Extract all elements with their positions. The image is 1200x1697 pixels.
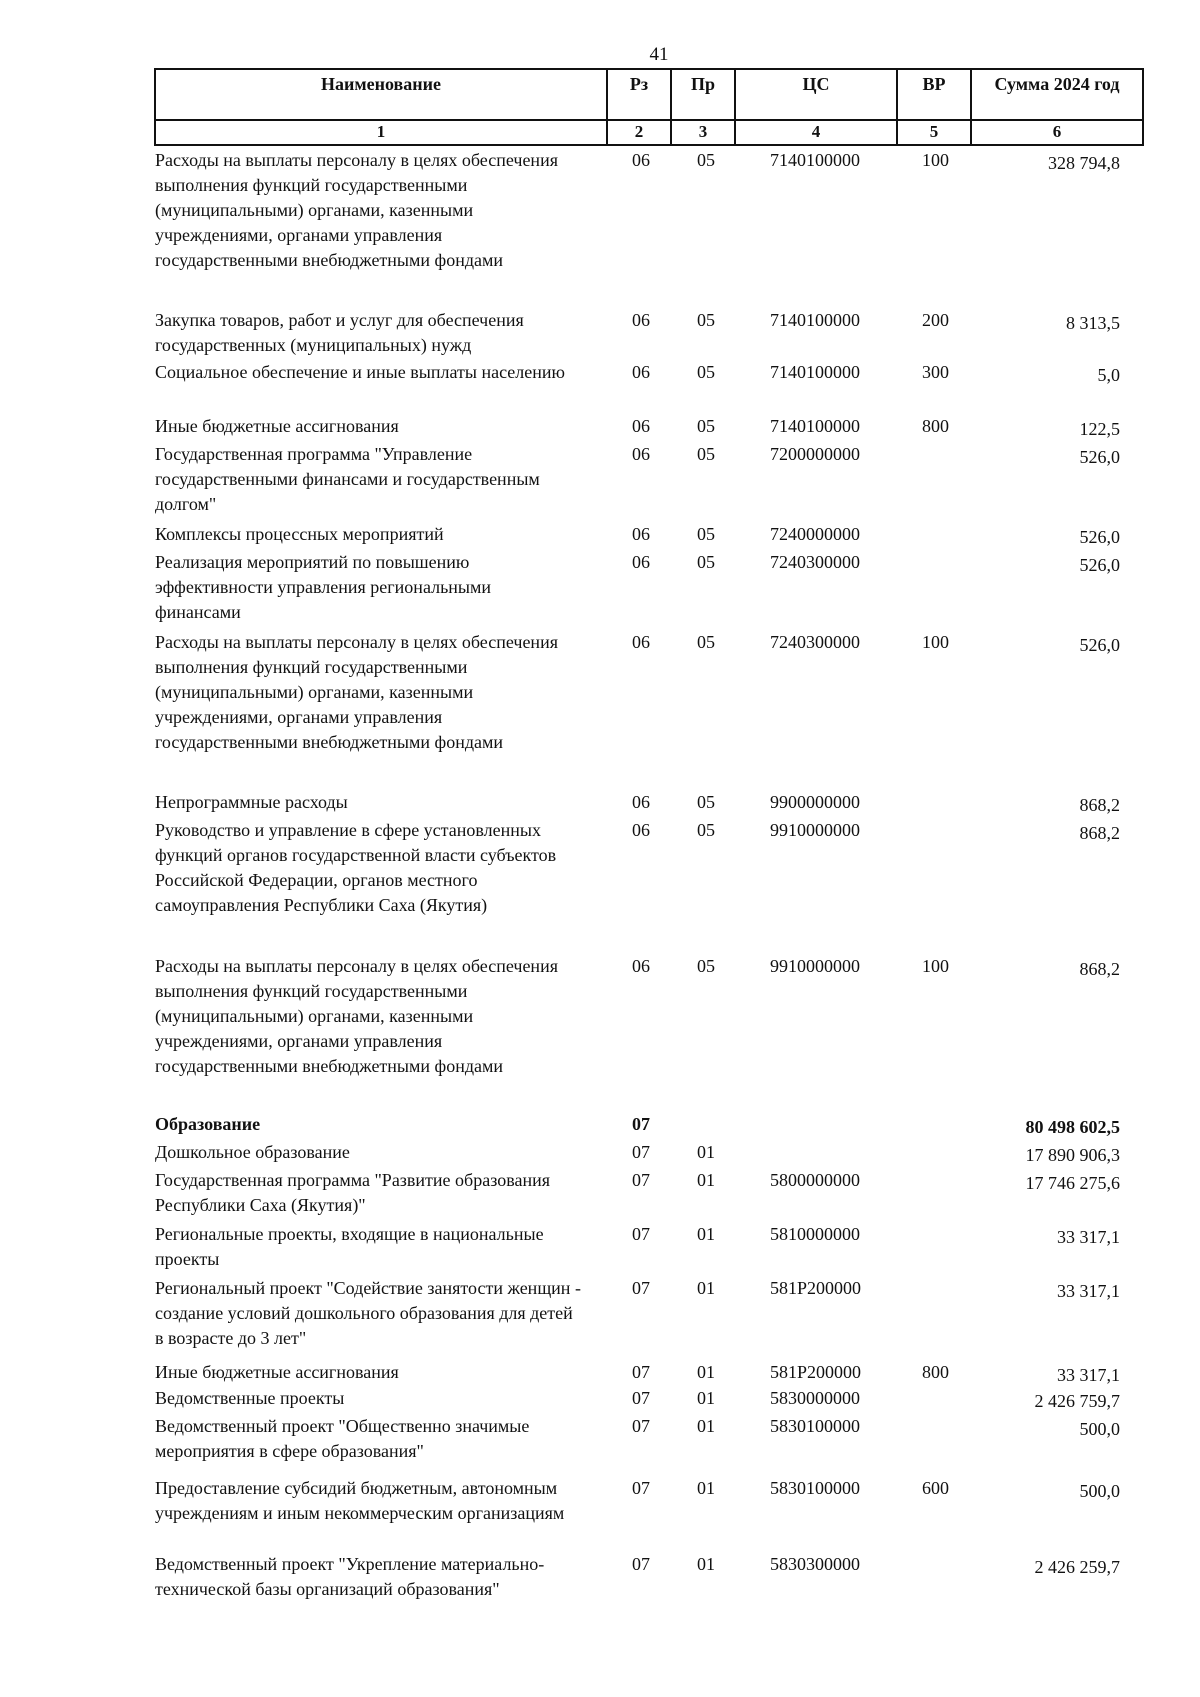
row-cs: 9910000000 xyxy=(770,956,860,976)
row-sum: 526,0 xyxy=(1079,635,1120,655)
row-name: Региональные проекты, входящие в национальные проекты xyxy=(155,1224,544,1269)
row-rz: 06 xyxy=(632,552,650,572)
row-pr: 05 xyxy=(697,632,715,652)
row-rz: 07 xyxy=(632,1142,650,1162)
row-cs: 9910000000 xyxy=(770,820,860,840)
row-cs: 7240000000 xyxy=(770,524,860,544)
row-name: Дошкольное образование xyxy=(155,1142,350,1162)
header-number-6: 6 xyxy=(1052,122,1062,141)
row-rz: 06 xyxy=(632,632,650,652)
row-pr: 05 xyxy=(697,310,715,330)
row-vr: 800 xyxy=(922,1362,949,1382)
row-vr: 600 xyxy=(922,1478,949,1498)
header-number-5: 5 xyxy=(929,122,939,141)
row-sum: 17 890 906,3 xyxy=(1025,1145,1120,1165)
header-number-2: 2 xyxy=(634,122,644,141)
row-cs: 581P200000 xyxy=(770,1362,862,1382)
row-pr: 01 xyxy=(697,1278,715,1298)
row-pr: 01 xyxy=(697,1170,715,1190)
row-rz: 06 xyxy=(632,310,650,330)
page-number: 41 xyxy=(649,44,669,65)
row-sum: 328 794,8 xyxy=(1048,153,1120,173)
row-rz: 07 xyxy=(632,1278,650,1298)
row-sum: 8 313,5 xyxy=(1066,313,1120,333)
header-label-cs: ЦС xyxy=(802,74,830,94)
row-rz: 07 xyxy=(632,1388,650,1408)
row-pr: 01 xyxy=(697,1142,715,1162)
row-rz: 06 xyxy=(632,150,650,170)
row-cs: 7200000000 xyxy=(770,444,860,464)
row-name: Расходы на выплаты персоналу в целях обеспечения выполнения функций государственными (муниципальными) органами, казенными учреждениями, органами управления государственными внебюджетными фондами xyxy=(155,956,558,1076)
row-name: Предоставление субсидий бюджетным, автономным учреждениям и иным некоммерческим организациям xyxy=(155,1478,565,1523)
row-pr: 01 xyxy=(697,1224,715,1244)
row-pr: 01 xyxy=(697,1388,715,1408)
row-pr: 05 xyxy=(697,150,715,170)
row-name: Руководство и управление в сфере установленных функций органов государственной власти субъектов Российской Федерации, органов местного самоуправления Республики Саха (Якутия) xyxy=(155,820,557,915)
row-sum: 5,0 xyxy=(1097,365,1120,385)
row-pr: 05 xyxy=(697,956,715,976)
row-rz: 07 xyxy=(632,1170,650,1190)
row-name: Расходы на выплаты персоналу в целях обеспечения выполнения функций государственными (муниципальными) органами, казенными учреждениями, органами управления государственными внебюджетными фондами xyxy=(155,150,558,270)
row-rz: 06 xyxy=(632,362,650,382)
row-name: Комплексы процессных мероприятий xyxy=(155,524,444,544)
row-cs: 7140100000 xyxy=(770,362,860,382)
row-cs: 581P200000 xyxy=(770,1278,862,1298)
row-pr: 05 xyxy=(697,792,715,812)
header-number-3: 3 xyxy=(698,122,708,141)
row-vr: 300 xyxy=(922,362,949,382)
row-sum: 526,0 xyxy=(1079,555,1120,575)
row-rz: 06 xyxy=(632,792,650,812)
header-label-sum: Сумма 2024 год xyxy=(994,74,1120,94)
row-name: Ведомственный проект "Общественно значимые мероприятия в сфере образования" xyxy=(155,1416,530,1461)
row-sum: 33 317,1 xyxy=(1057,1227,1120,1247)
row-rz: 07 xyxy=(632,1554,650,1574)
row-sum: 500,0 xyxy=(1079,1481,1120,1501)
row-rz: 07 xyxy=(632,1224,650,1244)
row-vr: 800 xyxy=(922,416,949,436)
row-name: Государственная программа "Развитие образования Республики Саха (Якутия)" xyxy=(155,1170,550,1215)
row-name: Непрограммные расходы xyxy=(155,792,348,812)
row-pr: 01 xyxy=(697,1362,715,1382)
header-label-rz: Рз xyxy=(629,74,649,94)
row-cs: 5830100000 xyxy=(770,1478,860,1498)
row-pr: 01 xyxy=(697,1478,715,1498)
row-rz: 06 xyxy=(632,416,650,436)
row-pr: 05 xyxy=(697,416,715,436)
row-cs: 9900000000 xyxy=(770,792,860,812)
row-rz: 07 xyxy=(632,1478,650,1498)
header-number-4: 4 xyxy=(811,122,821,141)
row-sum: 33 317,1 xyxy=(1057,1365,1120,1385)
row-pr: 05 xyxy=(697,444,715,464)
row-rz: 06 xyxy=(632,820,650,840)
row-sum: 868,2 xyxy=(1079,959,1120,979)
row-cs: 5830000000 xyxy=(770,1388,860,1408)
row-rz: 07 xyxy=(632,1416,650,1436)
header-label-vr: ВР xyxy=(922,74,946,94)
row-sum: 17 746 275,6 xyxy=(1025,1173,1120,1193)
row-cs: 5830300000 xyxy=(770,1554,860,1574)
row-cs: 7140100000 xyxy=(770,416,860,436)
row-pr: 05 xyxy=(697,524,715,544)
row-name: Региональный проект "Содействие занятости женщин - создание условий дошкольного образования для детей в возрасте до 3 лет" xyxy=(155,1278,581,1348)
row-cs: 7140100000 xyxy=(770,310,860,330)
row-vr: 200 xyxy=(922,310,949,330)
row-name: Социальное обеспечение и иные выплаты населению xyxy=(155,362,565,382)
row-pr: 01 xyxy=(697,1554,715,1574)
row-cs: 5810000000 xyxy=(770,1224,860,1244)
row-name: Иные бюджетные ассигнования xyxy=(155,1362,399,1382)
row-pr: 05 xyxy=(697,362,715,382)
row-cs: 5830100000 xyxy=(770,1416,860,1436)
row-sum: 2 426 759,7 xyxy=(1034,1391,1120,1411)
row-pr: 01 xyxy=(697,1416,715,1436)
row-pr: 05 xyxy=(697,820,715,840)
row-cs: 5800000000 xyxy=(770,1170,860,1190)
row-rz: 06 xyxy=(632,956,650,976)
row-name: Расходы на выплаты персоналу в целях обеспечения выполнения функций государственными (муниципальными) органами, казенными учреждениями, органами управления государственными внебюджетными фондами xyxy=(155,632,558,752)
row-sum: 122,5 xyxy=(1079,419,1120,439)
row-sum: 868,2 xyxy=(1079,823,1120,843)
row-rz: 07 xyxy=(632,1114,650,1134)
row-sum: 80 498 602,5 xyxy=(1025,1117,1120,1137)
row-vr: 100 xyxy=(922,632,949,652)
row-cs: 7240300000 xyxy=(770,632,860,652)
row-name: Закупка товаров, работ и услуг для обеспечения государственных (муниципальных) нужд xyxy=(155,310,524,355)
row-vr: 100 xyxy=(922,956,949,976)
row-sum: 33 317,1 xyxy=(1057,1281,1120,1301)
row-cs: 7240300000 xyxy=(770,552,860,572)
row-rz: 06 xyxy=(632,444,650,464)
row-sum: 526,0 xyxy=(1079,447,1120,467)
row-sum: 868,2 xyxy=(1079,795,1120,815)
header-label-pr: Пр xyxy=(690,74,715,94)
row-name: Реализация мероприятий по повышению эффективности управления региональными финансами xyxy=(155,552,492,622)
header-number-1: 1 xyxy=(376,122,386,141)
row-rz: 06 xyxy=(632,524,650,544)
row-sum: 526,0 xyxy=(1079,527,1120,547)
row-rz: 07 xyxy=(632,1362,650,1382)
header-label-name: Наименование xyxy=(321,74,441,94)
row-name: Иные бюджетные ассигнования xyxy=(155,416,399,436)
row-pr: 05 xyxy=(697,552,715,572)
row-vr: 100 xyxy=(922,150,949,170)
row-sum: 2 426 259,7 xyxy=(1034,1557,1120,1577)
row-name: Образование xyxy=(155,1114,261,1134)
row-name: Ведомственные проекты xyxy=(155,1388,345,1408)
row-name: Ведомственный проект "Укрепление материально- технической базы организаций образования" xyxy=(155,1554,545,1599)
row-sum: 500,0 xyxy=(1079,1419,1120,1439)
row-cs: 7140100000 xyxy=(770,150,860,170)
row-name: Государственная программа "Управление государственными финансами и государственным долгом" xyxy=(155,444,540,514)
